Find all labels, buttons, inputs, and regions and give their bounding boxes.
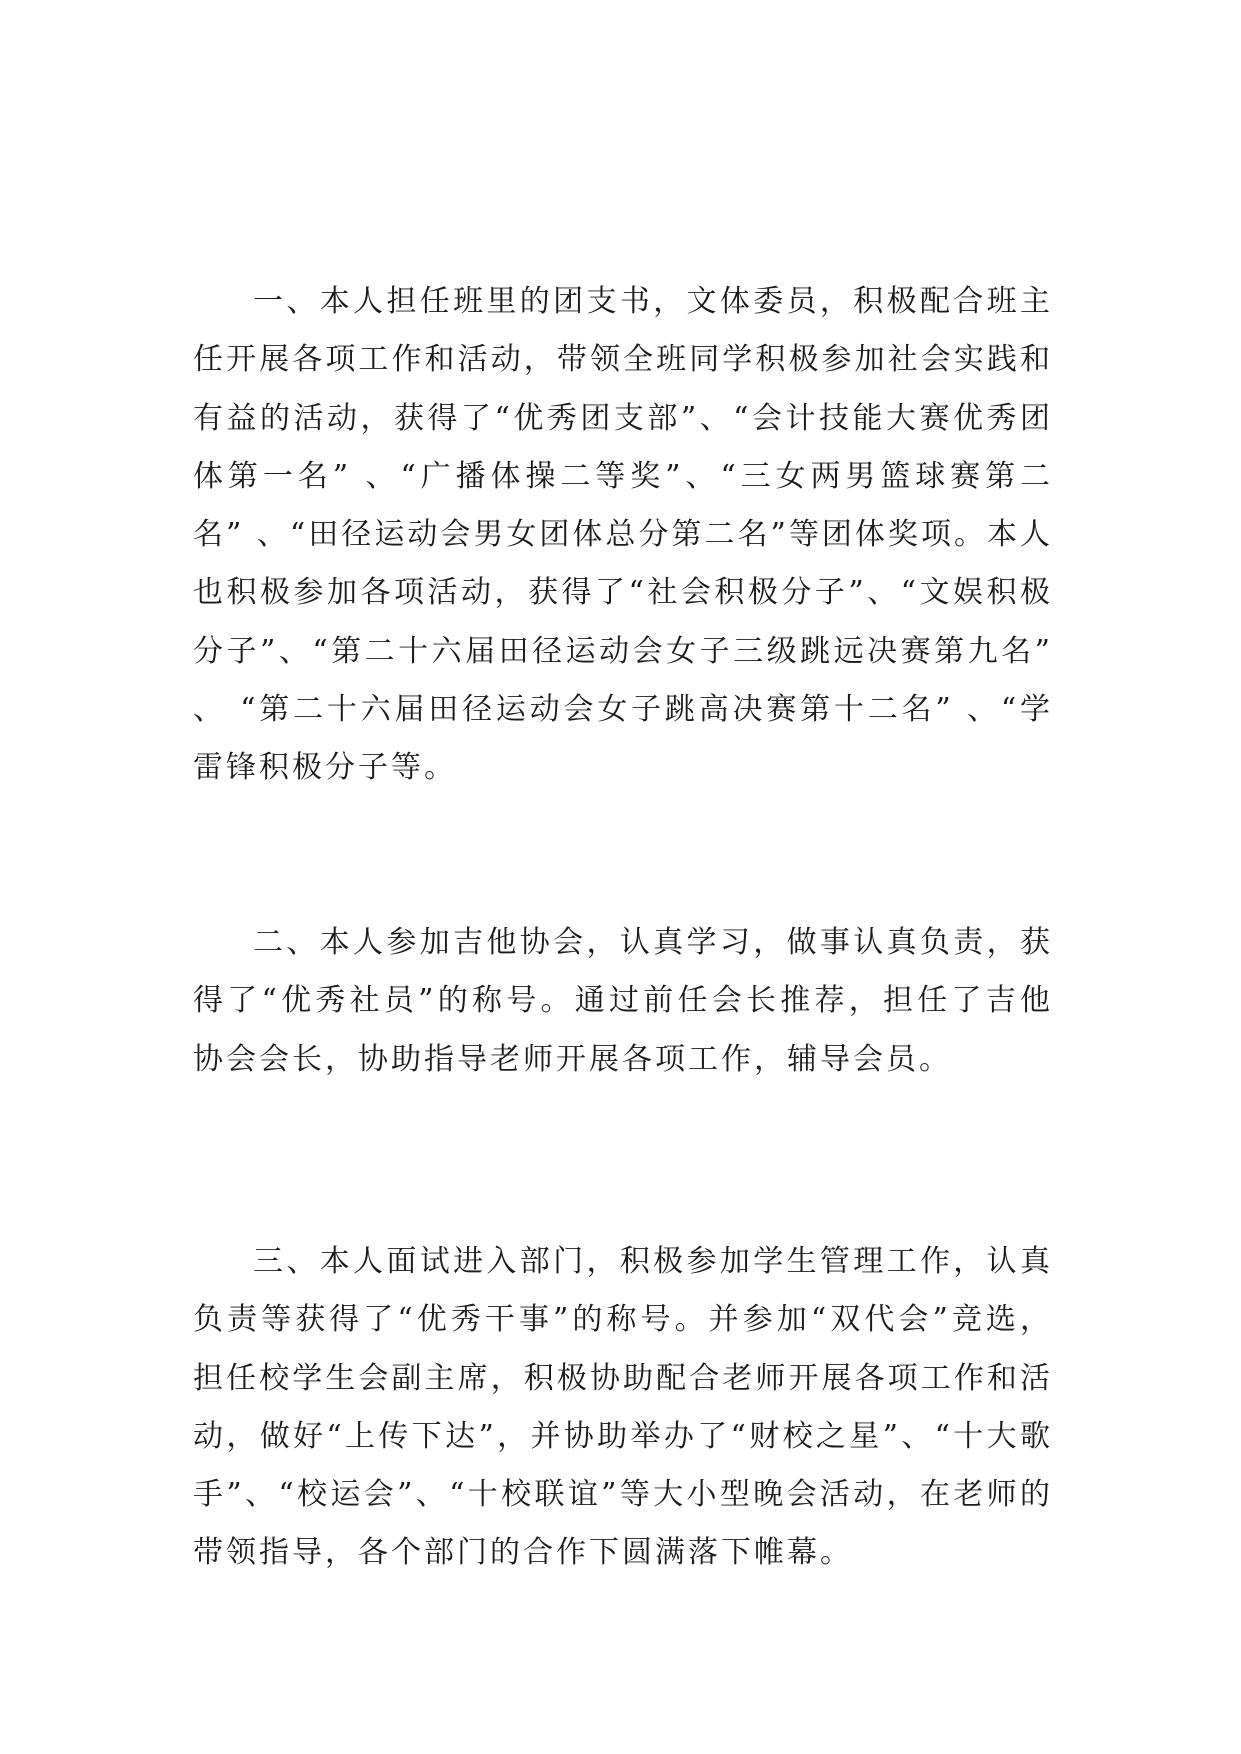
paragraph-guitar-association: 二、本人参加吉他协会，认真学习，做事认真负责，获得了“优秀社员”的称号。通过前任会长推荐，担任了吉他协会会长，协助指导老师开展各项工作，辅导会员。 xyxy=(193,925,1053,1077)
paragraph-class-duties: 一、本人担任班里的团支书，文体委员，积极配合班主任开展各项工作和活动，带领全班同学积极参加社会实践和有益的活动，获得了“优秀团支部”、“会计技能大赛优秀团体第一名” 、“广播体操二等奖”、“三女两男篮球赛第二名” 、“田径运动会男女团体总分第二名”等团体奖项。本人也积极参加各项活动，获得了“社会积极分子”、“文娱积极分子”、“第二十六届田径运动会女子三级跳远决赛第九名” 、 “第二十六届田径运动会女子跳高决赛第十二名” 、“学雷锋积极分子等。 xyxy=(193,284,1053,786)
paragraph-student-union: 三、本人面试进入部门，积极参加学生管理工作，认真负责等获得了“优秀干事”的称号。并参加“双代会”竞选，担任校学生会副主席，积极协助配合老师开展各项工作和活动，做好“上传下达”，并协助举办了“财校之星”、“十大歌手”、“校运会”、“十校联谊”等大小型晚会活动，在老师的带领指导，各个部门的合作下圆满落下帷幕。 xyxy=(193,1244,1053,1571)
